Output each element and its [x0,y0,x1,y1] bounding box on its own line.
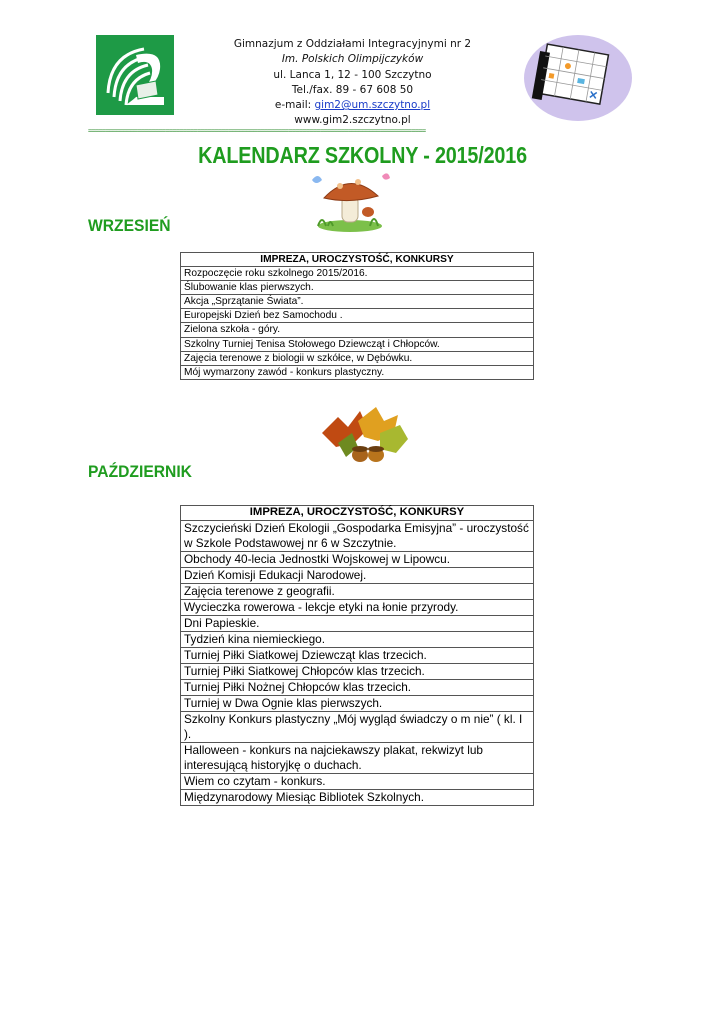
table-row [181,647,534,663]
table-row [181,742,534,773]
school-logo [96,35,174,115]
svg-text:✦: ✦ [522,103,529,112]
page-title: KALENDARZ SZKOLNY - 2015/2016 [198,142,527,168]
table-row [181,599,534,615]
table-row [181,773,534,789]
event-cell: Szczycieński Dzień Ekologii „Gospodarka Emisyjna” - uroczystość w Szkole Podstawowej nr 6 w Szczytnie. [181,520,534,551]
email-link[interactable]: gim2@um.szczytno.pl [314,99,431,112]
event-cell: Zajęcia terenowe z biologii w szkółce, w Dębówku. [181,351,534,365]
svg-text:✦: ✦ [616,44,625,55]
table-row [181,365,534,379]
table-row [181,789,534,805]
school-name: Gimnazjum z Oddziałami Integracyjnymi nr 2 [233,38,472,50]
event-cell: Mój wymarzony zawód - konkurs plastyczny. [181,365,534,379]
event-cell: Międzynarodowy Miesiąc Bibliotek Szkolnych. [181,789,534,805]
table-row [181,711,534,742]
event-cell: Obchody 40-lecia Jednostki Wojskowej w Lipowcu. [181,551,534,567]
event-cell: Turniej Piłki Siatkowej Dziewcząt klas trzecich. [181,647,534,663]
event-cell: Szkolny Turniej Tenisa Stołowego Dziewcząt i Chłopców. [181,337,534,351]
table-header: IMPREZA, UROCZYSTOŚĆ, KONKURSY [181,506,534,521]
event-cell: Zielona szkoła - góry. [181,323,534,337]
event-cell: Rozpoczęcie roku szkolnego 2015/2016. [181,267,534,281]
school-email-line [180,98,525,113]
table-header: IMPREZA, UROCZYSTOŚĆ, KONKURSY [181,253,534,267]
autumn-leaves-illustration [318,403,410,465]
table-row [181,337,534,351]
event-cell: Turniej Piłki Nożnej Chłopców klas trzecich. [181,679,534,695]
event-cell: Tydzień kina niemieckiego. [181,631,534,647]
month-heading-september: WRZESIEŃ [88,216,171,235]
event-cell: Halloween - konkurs na najciekawszy plakat, rekwizyt lub interesującą historyjkę o duchach. [181,742,534,773]
school-header [180,37,525,129]
october-events-table [180,505,534,806]
table-row [181,281,534,295]
month-heading-october: PAŹDZIERNIK [88,462,192,481]
table-row [181,309,534,323]
event-cell: Szkolny Konkurs plastyczny „Mój wygląd świadczy o m nie” ( kl. I ). [181,711,534,742]
september-events-table [180,252,534,380]
table-row [181,631,534,647]
table-row [181,520,534,551]
event-cell: Dzień Komisji Edukacji Narodowej. [181,567,534,583]
table-row [181,615,534,631]
table-row [181,583,534,599]
event-cell: Turniej w Dwa Ognie klas pierwszych. [181,695,534,711]
event-cell: Europejski Dzień bez Samochodu . [181,309,534,323]
event-cell: Akcja „Sprzątanie Świata”. [181,295,534,309]
event-cell: Wycieczka rowerowa - lekcje etyki na łonie przyrody. [181,599,534,615]
event-cell: Zajęcia terenowe z geografii. [181,583,534,599]
table-row [181,351,534,365]
table-row [181,663,534,679]
table-row [181,551,534,567]
table-row [181,323,534,337]
school-address: ul. Lanca 1, 12 - 100 Szczytno [273,68,432,81]
table-row [181,567,534,583]
school-patron: Im. Polskich Olimpijczyków [281,53,424,66]
table-row [181,695,534,711]
mushroom-illustration [306,166,394,234]
event-cell: Wiem co czytam - konkurs. [181,773,534,789]
school-website: www.gim2.szczytno.pl [294,114,411,127]
header-separator: ================================================================================================ [88,127,426,135]
table-row [181,295,534,309]
school-phone: Tel./fax. 89 - 67 608 50 [291,83,414,96]
table-row [181,267,534,281]
event-cell: Dni Papieskie. [181,615,534,631]
event-cell: Turniej Piłki Siatkowej Chłopców klas trzecich. [181,663,534,679]
calendar-illustration [516,32,634,122]
email-label: e-mail: [274,99,315,112]
event-cell: Ślubowanie klas pierwszych. [181,281,534,295]
table-row [181,679,534,695]
